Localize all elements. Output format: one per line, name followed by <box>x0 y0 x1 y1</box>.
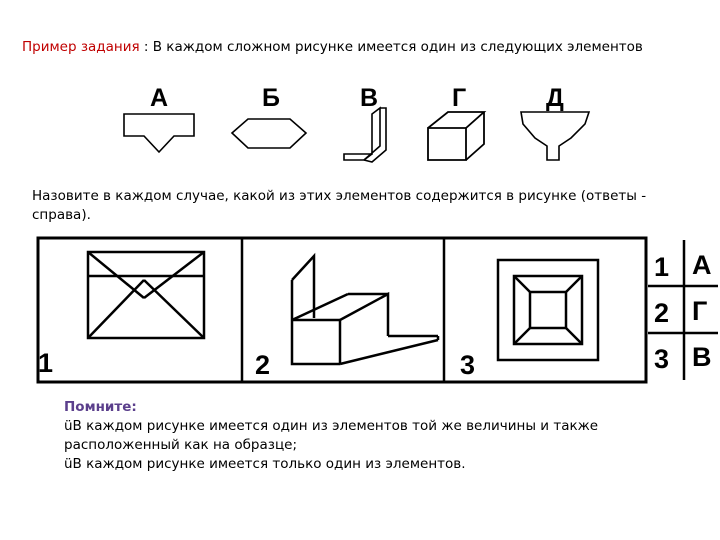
pentagon-arrow-shape <box>120 110 200 158</box>
figures-panel <box>36 236 648 384</box>
hexagon-shape <box>228 116 312 152</box>
remember-title: Помните: <box>64 399 137 415</box>
remember-item-2: üВ каждом рисунке имеется только один из элементов. <box>64 456 466 472</box>
remember-block <box>64 398 684 474</box>
intro-body: : В каждом сложном рисунке имеется один из следующих элементов <box>139 39 643 55</box>
element-letter-a: А <box>150 84 169 112</box>
intro-text <box>22 38 682 56</box>
stairs-figure <box>292 256 438 364</box>
answer-number-1: 1 <box>654 252 670 282</box>
frustum-frame-figure <box>498 260 598 360</box>
element-letter-b: Б <box>262 84 280 112</box>
question-text: Назовите в каждом случае, какой из этих элементов содержится в рисунке (ответы - справа). <box>32 188 647 223</box>
answer-letter-1: А <box>692 250 712 280</box>
bracket-3d-shape <box>338 106 390 164</box>
element-letter-g: Г <box>452 84 467 112</box>
figure-number-3: 3 <box>460 350 476 380</box>
funnel-shape <box>515 108 597 166</box>
answers-table <box>648 240 718 380</box>
answer-number-3: 3 <box>654 344 670 374</box>
answer-letter-3: В <box>692 342 712 372</box>
figure-number-1: 1 <box>38 348 54 378</box>
figure-number-2: 2 <box>255 350 271 380</box>
remember-item-1: üВ каждом рисунке имеется один из элементов той же величины и также расположенный как на образце; <box>64 418 599 453</box>
answer-number-2: 2 <box>654 298 670 328</box>
box-3d-shape <box>422 108 494 166</box>
envelope-figure <box>88 252 204 338</box>
intro-label: Пример задания <box>22 39 140 55</box>
element-letter-d: Д <box>546 84 564 112</box>
element-letter-v: В <box>360 84 379 112</box>
answer-letter-2: Г <box>692 296 708 326</box>
